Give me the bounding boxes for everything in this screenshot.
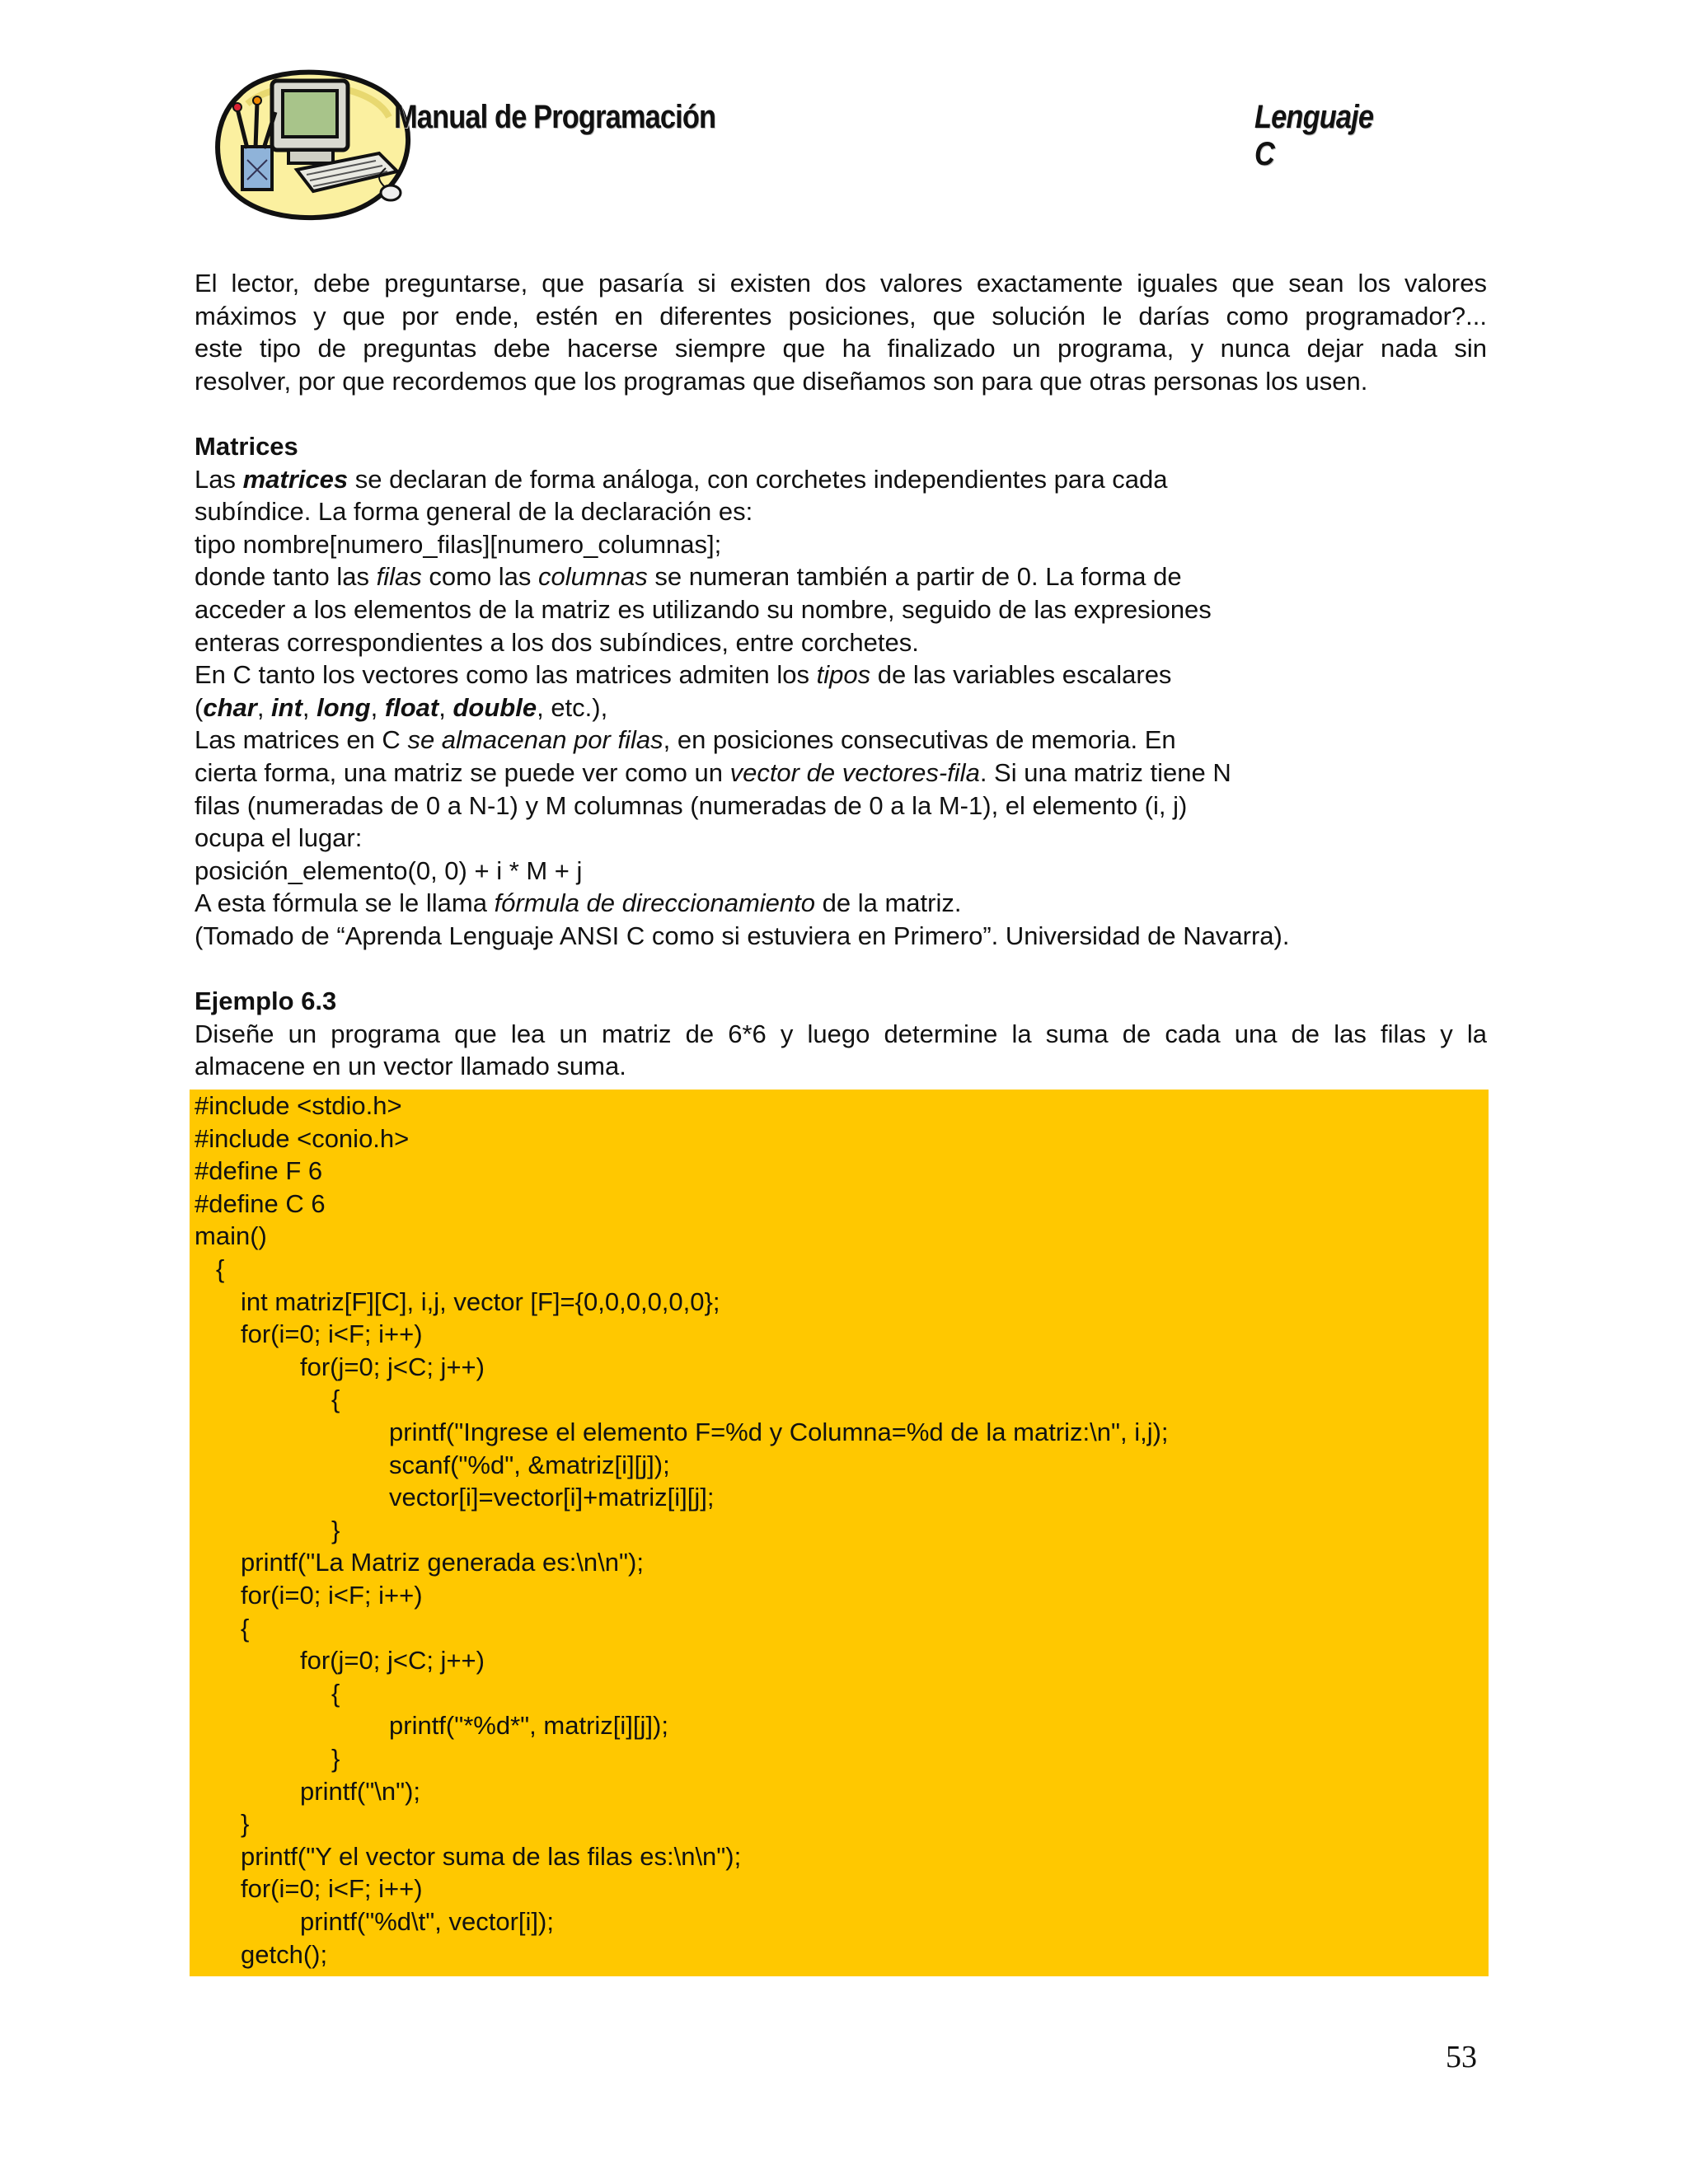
citation: (Tomado de “Aprenda Lenguaje ANSI C como si estuviera en Primero”. Universidad de Navarra). <box>195 921 1290 950</box>
text-line: En C tanto los vectores como las matrices admiten los tipos de las variables escalares <box>195 660 1172 690</box>
matrices-section <box>195 430 1487 953</box>
code-line: for(i=0; i<F; i++) <box>241 1319 423 1349</box>
code-line: main() <box>195 1221 267 1251</box>
text-line: cierta forma, una matriz se puede ver como un vector de vectores-fila. Si una matriz tiene N <box>195 757 1231 787</box>
header-subject: Lenguaje C <box>1254 99 1374 172</box>
code-line: #include <conio.h> <box>195 1123 410 1153</box>
intro-paragraph <box>195 267 1487 397</box>
header-title: Manual de Programación <box>394 99 716 135</box>
text-line: El lector, debe preguntarse, que pasaría si existen dos valores exactamente iguales que sean los valores <box>195 269 1487 298</box>
text-line: acceder a los elementos de la matriz es utilizando su nombre, seguido de las expresiones <box>195 594 1212 624</box>
document-body <box>195 267 1487 1083</box>
code-line: printf("*%d*", matriz[i][j]); <box>389 1711 668 1741</box>
text-line: ocupa el lugar: <box>195 823 363 853</box>
text-line: A esta fórmula se le llama fórmula de direccionamiento de la matriz. <box>195 888 962 918</box>
text-line: almacene en un vector llamado suma. <box>195 1052 626 1081</box>
text-line: (char, int, long, float, double, etc.), <box>195 692 608 722</box>
code-block <box>190 1090 1489 1976</box>
text-line: Las matrices en C se almacenan por filas, en posiciones consecutivas de memoria. En <box>195 725 1176 755</box>
example-heading: Ejemplo 6.3 <box>195 987 337 1016</box>
text-line: enteras correspondientes a los dos subíndices, entre corchetes. <box>195 627 919 657</box>
text-line: filas (numeradas de 0 a N-1) y M columnas (numeradas de 0 a la M-1), el elemento (i, j) <box>195 790 1188 820</box>
text-line: máximos y que por ende, estén en diferentes posiciones, que solución le darías como programador?... <box>195 301 1487 330</box>
text-line: resolver, por que recordemos que los programas que diseñamos son para que otras personas los usen. <box>195 366 1368 396</box>
code-line: printf("Ingrese el elemento F=%d y Columna=%d de la matriz:\n", i,j); <box>389 1418 1169 1446</box>
page-header <box>214 63 1418 227</box>
text-line: Diseñe un programa que lea un matriz de 6*6 y luego determine la suma de cada una de las filas y la <box>195 1019 1487 1048</box>
code-line: for(j=0; j<C; j++) <box>300 1646 485 1675</box>
code-line: { <box>331 1678 340 1708</box>
code-line: { <box>216 1254 225 1283</box>
code-line: int matriz[F][C], i,j, vector [F]={0,0,0,0,0,0}; <box>241 1286 720 1316</box>
text-line: donde tanto las filas como las columnas se numeran también a partir de 0. La forma de <box>195 562 1182 592</box>
code-line: #define F 6 <box>195 1156 323 1186</box>
text-line: tipo nombre[numero_filas][numero_columnas]; <box>195 529 722 559</box>
text-line: posición_elemento(0, 0) + i * M + j <box>195 855 583 885</box>
computer-clipart-icon <box>214 63 412 224</box>
code-line: } <box>241 1809 250 1839</box>
code-line: } <box>331 1515 340 1544</box>
code-line: { <box>241 1613 250 1643</box>
code-line: #include <stdio.h> <box>195 1091 402 1120</box>
example-section <box>195 985 1487 1083</box>
code-line: { <box>331 1385 340 1414</box>
code-line: vector[i]=vector[i]+matriz[i][j]; <box>389 1483 715 1512</box>
code-line: printf("\n"); <box>300 1776 421 1806</box>
code-line: printf("Y el vector suma de las filas es:\n\n"); <box>241 1841 742 1871</box>
code-line: } <box>331 1744 340 1773</box>
code-line: for(i=0; i<F; i++) <box>241 1874 423 1904</box>
text-line: subíndice. La forma general de la declaración es: <box>195 497 753 527</box>
code-line: for(j=0; j<C; j++) <box>300 1352 485 1381</box>
code-line: printf("La Matriz generada es:\n\n"); <box>241 1548 644 1577</box>
code-line: scanf("%d", &matriz[i][j]); <box>389 1450 670 1479</box>
code-line: for(i=0; i<F; i++) <box>241 1581 423 1610</box>
code-line: getch(); <box>241 1939 328 1969</box>
code-line: #define C 6 <box>195 1188 326 1218</box>
text-line: este tipo de preguntas debe hacerse siempre que ha finalizado un programa, y nunca dejar nada sin <box>195 334 1487 363</box>
code-line: printf("%d\t", vector[i]); <box>300 1907 554 1936</box>
page-number: 53 <box>1446 2040 1477 2074</box>
text-line: Las matrices se declaran de forma análoga, con corchetes independientes para cada <box>195 464 1168 494</box>
section-heading: Matrices <box>195 431 298 461</box>
